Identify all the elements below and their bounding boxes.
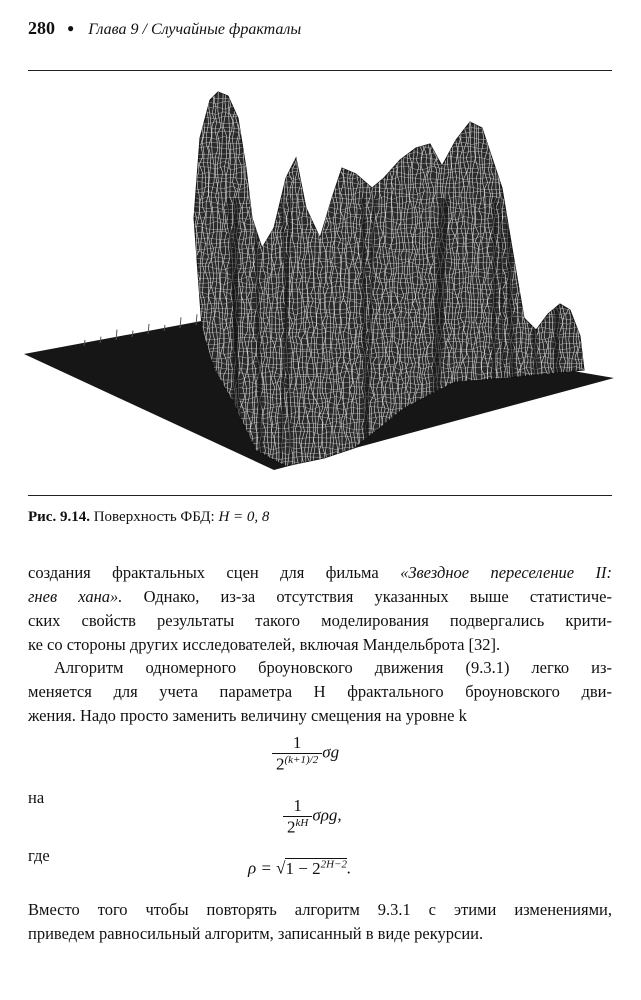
paragraph-2-line-3: жения. Надо просто заменить величину смещения на уровне k [28,706,467,725]
paragraph-3 [28,898,612,946]
caption-text: Поверхность ФБД: [93,509,215,525]
formula-2 [283,796,342,838]
formula-3-left: ρ = [248,858,272,878]
word-na: на [28,788,45,807]
bullet-separator: ● [67,21,75,35]
fbm-surface-figure [24,78,614,478]
paragraph-3-line-1: Вместо того чтобы повторять алгоритм 9.3.1 с этими изменениями, [28,900,612,919]
paragraph-1 [28,561,612,657]
paragraph-1-line-4: ке со стороны других исследователей, включая Мандельброта [32]. [28,635,501,654]
paragraph-1-line-1: создания фрактальных сцен для фильма «Звездное переселение II: [28,563,613,582]
paragraph-2-line-2: меняется для учета параметра H фрактального броуновского дви- [28,682,612,701]
formula-2-tail: σρg, [312,805,342,825]
paragraph-1-line-2: гнев хана». Однако, из-за отсутствия указанных выше статистиче- [28,587,612,606]
fbm-surface-plot [24,78,614,478]
chapter-title: Глава 9 / Случайные фракталы [88,21,302,38]
formula-3-root: 1 − 2 [285,858,321,878]
formula-1 [272,733,339,775]
paragraph-2-line-1: Алгоритм одномерного броуновского движения (9.3.1) легко из- [54,658,612,677]
top-rule [28,70,612,71]
figure-caption [28,509,269,526]
formula-1-tail: σg [322,742,340,762]
paragraph-3-line-2: приведем равносильный алгоритм, записанный в виде рекурсии. [28,924,484,943]
paragraph-1-line-3: ских свойств результаты такого моделирования подвергались крити- [28,611,612,630]
paragraph-2 [28,656,612,728]
formula-3: $\rho = √1 - 2^{2H-2}$. [248,858,352,878]
caption-math: H = 0, 8 [218,509,270,525]
word-gde: где [28,846,50,865]
caption-label: Рис. 9.14. [28,509,90,525]
running-head [28,18,613,39]
page-number: 280 [28,18,55,38]
formula-1-fraction: $\frac{1}{2^{(k+1)/2}}$ [272,733,322,775]
formula-2-fraction: $\frac{1}{2^{kH}}$ [283,796,312,838]
bottom-rule [28,495,612,496]
